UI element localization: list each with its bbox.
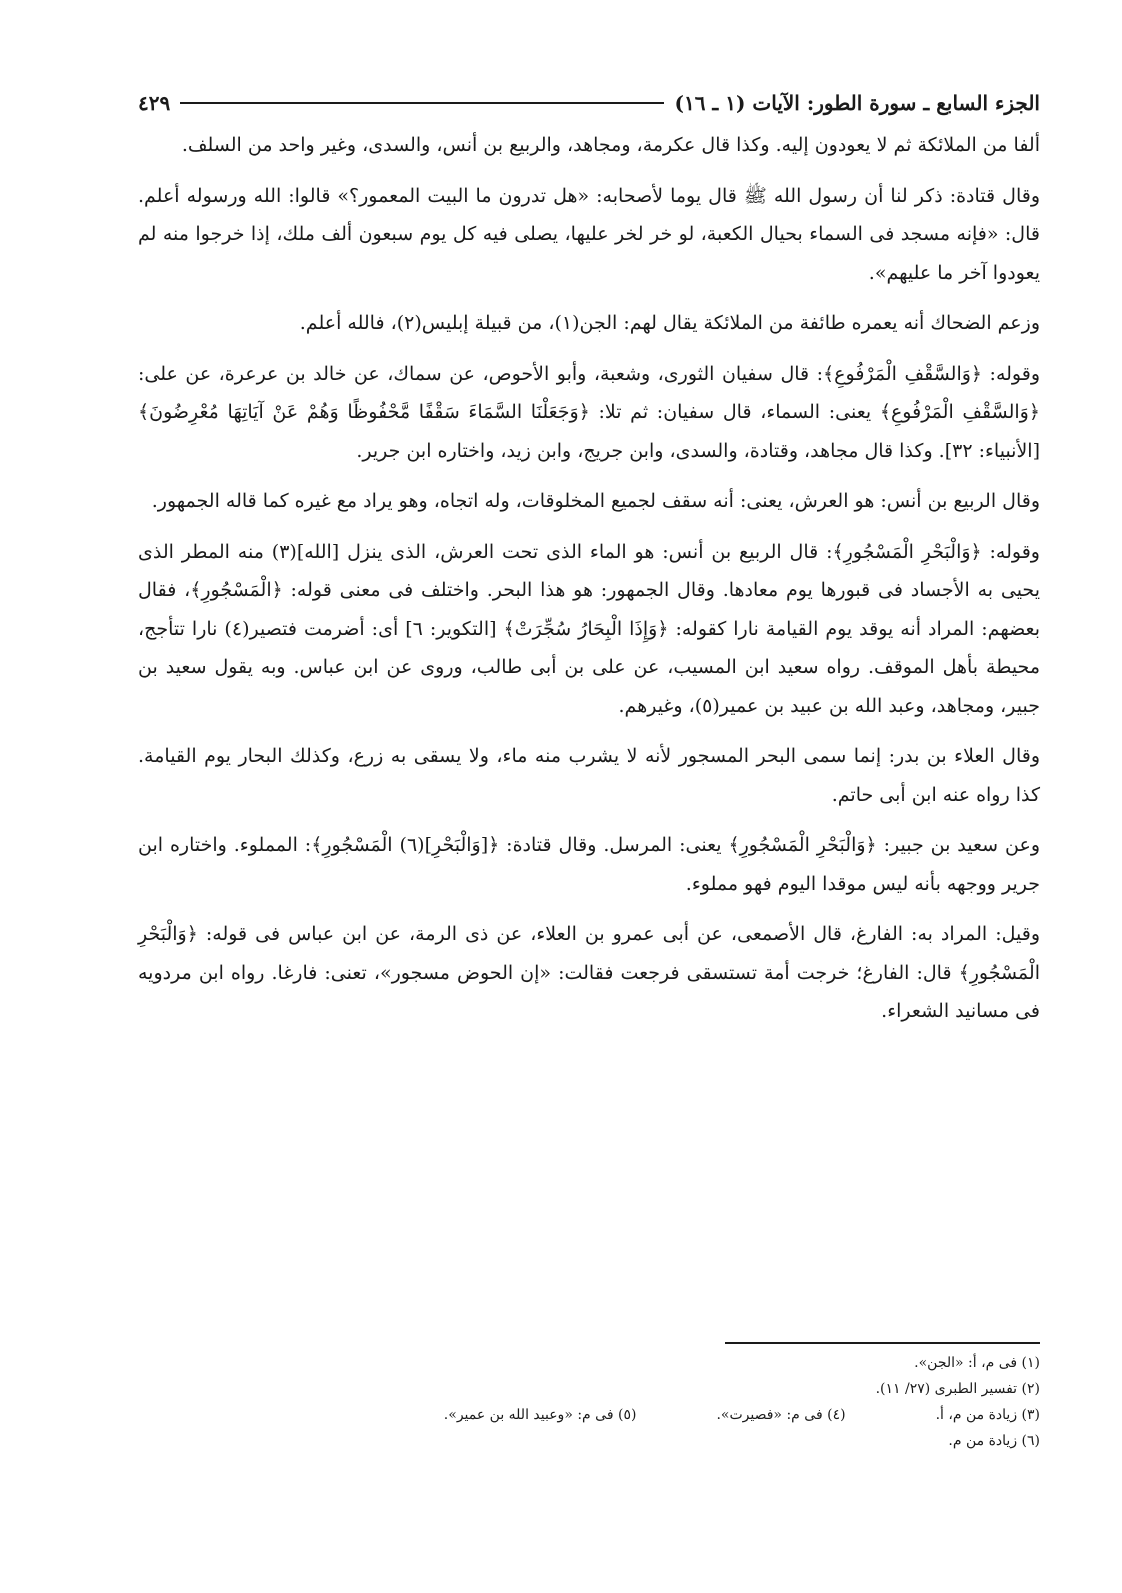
paragraph-6: وقوله: ﴿وَالْبَحْرِ الْمَسْجُورِ﴾: قال الربيع بن أنس: هو الماء الذى تحت العرش، الذى ينزل [الله](٣) منه المطر الذى يحيى به الأجساد فى قبورها يوم معادها. وقال الجمهور: هو هذا البحر. واختلف فى معنى قوله: ﴿الْمَسْجُورِ﴾، فقال بعضهم: المراد أنه يوقد يوم القيامة نارا كقوله: ﴿وَإِذَا الْبِحَارُ سُجِّرَتْ﴾ [التكوير: ٦] أى: أضرمت فتصير(٤) نارا تتأجج، محيطة بأهل الموقف. رواه سعيد ابن المسيب، عن على بن أبى طالب، وروى عن ابن عباس. وبه يقول سعيد بن جبير، ومجاهد، وعبد الله بن عبيد بن عمير(٥)، وغيرهم. — [138, 540, 1041, 717]
paragraph-1: ألفا من الملائكة ثم لا يعودون إليه. وكذا قال عكرمة، ومجاهد، والربيع بن أنس، والسدى، وغير واحد من السلف. — [181, 134, 1040, 156]
footnote-rule — [725, 1342, 1040, 1344]
paragraph-3: وزعم الضحاك أنه يعمره طائفة من الملائكة يقال لهم: الجن(١)، من قبيلة إبليس(٢)، فالله أعلم. — [299, 312, 1040, 334]
paragraph-5: وقال الربيع بن أنس: هو العرش، يعنى: أنه سقف لجميع المخلوقات، وله اتجاه، وهو يراد مع غيره كما قاله الجمهور. — [151, 490, 1040, 512]
footnote-5: (٥) فى م: «وعبيد الله بن عمير». — [443, 1407, 637, 1423]
footnote-4: (٤) فى م: «فصيرت». — [716, 1407, 846, 1423]
footnotes — [138, 1350, 1040, 1454]
footnote-3: (٣) زيادة من م، أ. — [935, 1407, 1040, 1423]
page-body — [138, 126, 1040, 1043]
footnote-2: (٢) تفسير الطبرى (٢٧/ ١١). — [875, 1381, 1040, 1397]
footnote-line — [138, 1376, 1040, 1402]
paragraph-7: وقال العلاء بن بدر: إنما سمى البحر المسجور لأنه لا يشرب منه ماء، ولا يسقى به زرع، وكذلك البحار يوم القيامة. كذا رواه عنه ابن أبى حاتم. — [138, 745, 1040, 806]
page-number: ٤٢٩ — [138, 91, 171, 115]
paragraph-8: وعن سعيد بن جبير: ﴿وَالْبَحْرِ الْمَسْجُورِ﴾ يعنى: المرسل. وقال قتادة: ﴿[وَالْبَحْرِ](٦) الْمَسْجُورِ﴾: المملوء. واختاره ابن جرير ووجهه بأنه ليس موقدا اليوم فهو مملوء. — [138, 834, 1040, 895]
paragraph-4: وقوله: ﴿وَالسَّقْفِ الْمَرْفُوعِ﴾: قال سفيان الثورى، وشعبة، وأبو الأحوص، عن سماك، عن خالد بن عرعرة، عن على: ﴿وَالسَّقْفِ الْمَرْفُوعِ﴾ يعنى: السماء، قال سفيان: ثم تلا: ﴿وَجَعَلْنَا السَّمَاءَ سَقْفًا مَّحْفُوظًا وَهُمْ عَنْ آيَاتِهَا مُعْرِضُونَ﴾[الأنبياء: ٣٢]. وكذا قال مجاهد، وقتادة، والسدى، وابن جريج، وابن زيد، واختاره ابن جرير. — [138, 362, 1040, 462]
footnote-line — [138, 1428, 1040, 1454]
footnote-line — [138, 1402, 1040, 1428]
paragraph-9: وقيل: المراد به: الفارغ، قال الأصمعى، عن أبى عمرو بن العلاء، عن ذى الرمة، عن ابن عباس فى قوله: ﴿وَالْبَحْرِ الْمَسْجُورِ﴾ قال: الفارغ؛ خرجت أمة تستسقى فرجعت فقالت: «إن الحوض مسجور»، تعنى: فارغا. رواه ابن مردويه فى مسانيد الشعراء. — [138, 923, 1040, 1022]
footnote-6: (٦) زيادة من م. — [948, 1433, 1040, 1449]
paragraph-2: وقال قتادة: ذكر لنا أن رسول الله ﷺ قال يوما لأصحابه: «هل تدرون ما البيت المعمور؟» قالوا: الله ورسوله أعلم. قال: «فإنه مسجد فى السماء بحيال الكعبة، لو خر لخر عليها، يصلى فيه كل يوم سبعون ألف ملك، إذا خرجوا منه لم يعودوا آخر ما عليهم». — [138, 184, 1040, 284]
footnote-line — [138, 1350, 1040, 1376]
header-title: الجزء السابع ـ سورة الطور: الآيات (١ ـ ١٦) — [674, 91, 1040, 115]
running-header — [138, 86, 1040, 120]
header-rule — [180, 102, 664, 104]
footnote-1: (١) فى م، أ: «الجن». — [914, 1355, 1040, 1371]
